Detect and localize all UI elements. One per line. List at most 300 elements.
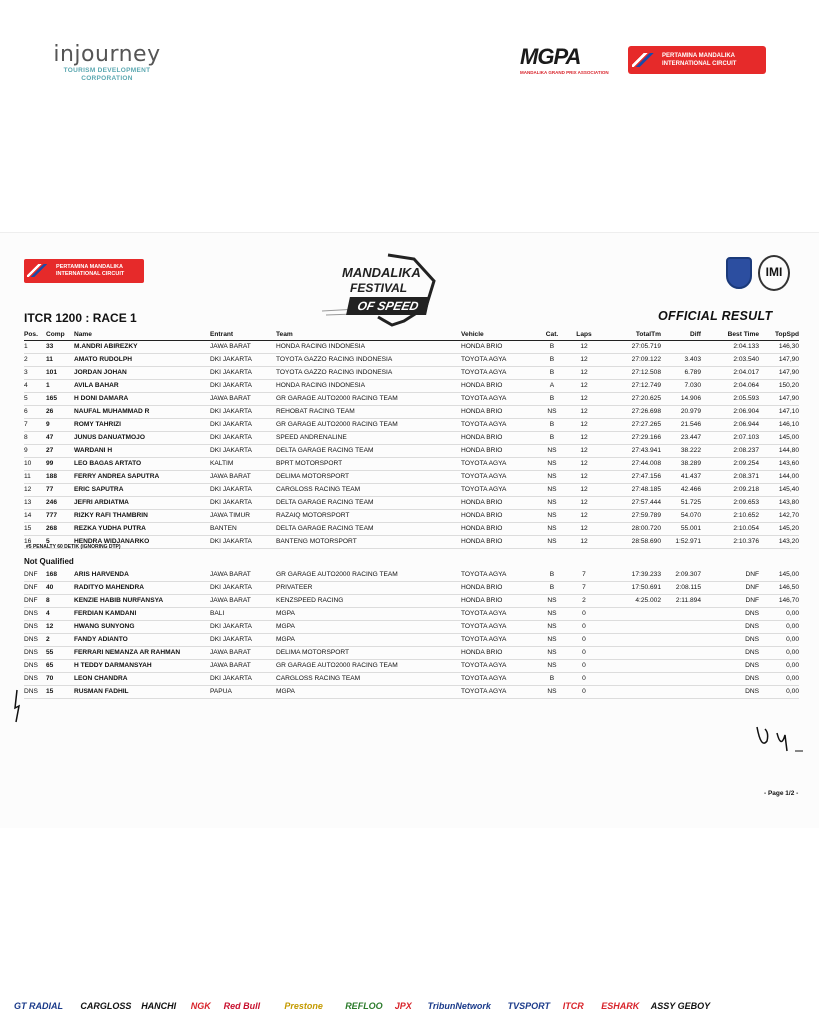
cell-total: 28:00.720 (601, 523, 661, 536)
cell-best: DNS (701, 647, 759, 660)
col-cat: Cat. (537, 329, 567, 341)
cell-vehicle: TOYOTA AGYA (461, 673, 537, 686)
cell-best: DNS (701, 621, 759, 634)
cell-laps: 2 (567, 595, 601, 608)
table-row (24, 523, 799, 536)
sponsor-logo: TribunNetwork (427, 1001, 491, 1011)
cell-comp: 2 (46, 634, 74, 647)
cell-total: 27:44.008 (601, 458, 661, 471)
cell-name: JUNUS DANUATMOJO (74, 432, 210, 445)
cell-vehicle: HONDA BRIO (461, 406, 537, 419)
cell-pos: DNS (24, 647, 46, 660)
cell-vehicle: TOYOTA AGYA (461, 484, 537, 497)
cell-laps: 12 (567, 471, 601, 484)
flag-icon (632, 53, 658, 67)
cell-best: 2:10.054 (701, 523, 759, 536)
cell-name: ARIS HARVENDA (74, 569, 210, 582)
cell-total: 27:29.166 (601, 432, 661, 445)
table-row (24, 686, 799, 699)
injourney-sub-1: TOURISM DEVELOPMENT (63, 67, 151, 74)
cell-pos: 13 (24, 497, 46, 510)
cell-top: 144,00 (759, 471, 799, 484)
cell-laps: 12 (567, 432, 601, 445)
cell-best: 2:09.653 (701, 497, 759, 510)
sponsor-bar (0, 990, 819, 1024)
cell-entrant: PAPUA (210, 686, 276, 699)
cell-vehicle: TOYOTA AGYA (461, 393, 537, 406)
cell-laps: 7 (567, 582, 601, 595)
cell-cat: NS (537, 608, 567, 621)
cell-comp: 65 (46, 660, 74, 673)
cell-diff (661, 634, 701, 647)
cell-pos: DNS (24, 660, 46, 673)
cell-vehicle: TOYOTA AGYA (461, 419, 537, 432)
cell-best: 2:05.593 (701, 393, 759, 406)
cell-vehicle: TOYOTA AGYA (461, 660, 537, 673)
sponsor-logo: CARGLOSS (80, 1001, 132, 1011)
cell-name: FERDIAN KAMDANI (74, 608, 210, 621)
sponsor-logo: ASSY GEBOY (650, 1001, 711, 1011)
cell-cat: NS (537, 595, 567, 608)
festival-line-3: OF SPEED (346, 297, 430, 315)
cell-name: FERRARI NEMANZA AR RAHMAN (74, 647, 210, 660)
cell-total (601, 634, 661, 647)
cell-entrant: DKI JAKARTA (210, 484, 276, 497)
cell-pos: DNF (24, 595, 46, 608)
cell-laps: 0 (567, 647, 601, 660)
cell-pos: 3 (24, 367, 46, 380)
table-row (24, 432, 799, 445)
cell-top: 0,00 (759, 608, 799, 621)
cell-total (601, 660, 661, 673)
col-top: TopSpd (759, 329, 799, 341)
cell-cat: NS (537, 406, 567, 419)
cell-cat: NS (537, 523, 567, 536)
pmic-top-line-1: PERTAMINA MANDALIKA (662, 53, 735, 59)
not-qualified-table (24, 569, 799, 699)
cell-team: DELIMA MOTORSPORT (276, 647, 461, 660)
cell-team: DELIMA MOTORSPORT (276, 471, 461, 484)
cell-cat: NS (537, 458, 567, 471)
cell-team: DELTA GARAGE RACING TEAM (276, 497, 461, 510)
cell-vehicle: TOYOTA AGYA (461, 458, 537, 471)
cell-pos: 12 (24, 484, 46, 497)
cell-entrant: JAWA BARAT (210, 660, 276, 673)
cell-pos: 6 (24, 406, 46, 419)
cell-top: 147,90 (759, 393, 799, 406)
not-qualified-title: Not Qualified (24, 557, 74, 566)
cell-cat: B (537, 569, 567, 582)
cell-vehicle: HONDA BRIO (461, 380, 537, 393)
race-title: ITCR 1200 : RACE 1 (24, 311, 137, 325)
cell-team: DELTA GARAGE RACING TEAM (276, 523, 461, 536)
cell-comp: 4 (46, 608, 74, 621)
cell-vehicle: TOYOTA AGYA (461, 471, 537, 484)
cell-best: 2:08.371 (701, 471, 759, 484)
cell-vehicle: TOYOTA AGYA (461, 569, 537, 582)
cell-laps: 12 (567, 419, 601, 432)
cell-total: 27:59.789 (601, 510, 661, 523)
cell-team: RAZAIQ MOTORSPORT (276, 510, 461, 523)
cell-best: 2:09.254 (701, 458, 759, 471)
cell-top: 145,00 (759, 432, 799, 445)
table-row (24, 595, 799, 608)
cell-vehicle: HONDA BRIO (461, 647, 537, 660)
cell-pos: 8 (24, 432, 46, 445)
cell-best: DNF (701, 582, 759, 595)
table-row (24, 484, 799, 497)
cell-best: 2:06.944 (701, 419, 759, 432)
injourney-name: injourney (53, 42, 161, 67)
table-row (24, 536, 799, 549)
cell-total: 28:58.690 (601, 536, 661, 549)
cell-laps: 0 (567, 673, 601, 686)
cell-vehicle: TOYOTA AGYA (461, 367, 537, 380)
cell-name: ROMY TAHRIZI (74, 419, 210, 432)
cell-team: TOYOTA GAZZO RACING INDONESIA (276, 354, 461, 367)
cell-diff: 1:52.971 (661, 536, 701, 549)
festival-line-1: MANDALIKA (342, 265, 421, 280)
cell-vehicle: TOYOTA AGYA (461, 608, 537, 621)
cell-name: ERIC SAPUTRA (74, 484, 210, 497)
cell-pos: 2 (24, 354, 46, 367)
cell-team: SPEED ANDRENALINE (276, 432, 461, 445)
cell-top: 146,50 (759, 582, 799, 595)
cell-cat: NS (537, 634, 567, 647)
cell-best: 2:10.376 (701, 536, 759, 549)
cell-pos: 1 (24, 341, 46, 354)
cell-diff: 7.030 (661, 380, 701, 393)
col-pos: Pos. (24, 329, 46, 341)
cell-name: REZKA YUDHA PUTRA (74, 523, 210, 536)
cell-cat: NS (537, 497, 567, 510)
cell-top: 146,10 (759, 419, 799, 432)
cell-name: JORDAN JOHAN (74, 367, 210, 380)
cell-best: DNF (701, 569, 759, 582)
cell-cat: B (537, 582, 567, 595)
cell-best: 2:08.237 (701, 445, 759, 458)
cell-laps: 0 (567, 660, 601, 673)
cell-comp: 101 (46, 367, 74, 380)
cell-team: BANTENG MOTORSPORT (276, 536, 461, 549)
cell-laps: 12 (567, 445, 601, 458)
cell-top: 0,00 (759, 660, 799, 673)
cell-best: DNS (701, 634, 759, 647)
cell-top: 0,00 (759, 647, 799, 660)
cell-pos: 9 (24, 445, 46, 458)
cell-name: WARDANI H (74, 445, 210, 458)
cell-top: 0,00 (759, 634, 799, 647)
col-vehicle: Vehicle (461, 329, 537, 341)
cell-entrant: DKI JAKARTA (210, 582, 276, 595)
cell-cat: NS (537, 647, 567, 660)
cell-top: 0,00 (759, 686, 799, 699)
cell-pos: 16 (24, 536, 46, 549)
cell-top: 143,80 (759, 497, 799, 510)
cell-pos: DNS (24, 673, 46, 686)
cell-total (601, 647, 661, 660)
cell-vehicle: TOYOTA AGYA (461, 354, 537, 367)
cell-top: 147,90 (759, 354, 799, 367)
cell-comp: 5 (46, 536, 74, 549)
imi-shield-icon (726, 257, 752, 289)
cell-top: 142,70 (759, 510, 799, 523)
cell-entrant: KALTIM (210, 458, 276, 471)
table-row (24, 406, 799, 419)
cell-name: AVILA BAHAR (74, 380, 210, 393)
sponsor-logo: ESHARK (601, 1001, 640, 1011)
cell-diff (661, 647, 701, 660)
cell-vehicle: HONDA BRIO (461, 445, 537, 458)
cell-pos: DNS (24, 634, 46, 647)
cell-pos: 15 (24, 523, 46, 536)
cell-team: KENZSPEED RACING (276, 595, 461, 608)
cell-name: HENDRA WIDJANARKO (74, 536, 210, 549)
cell-best: DNS (701, 686, 759, 699)
cell-entrant: DKI JAKARTA (210, 406, 276, 419)
cell-entrant: BANTEN (210, 523, 276, 536)
cell-entrant: DKI JAKARTA (210, 673, 276, 686)
cell-total (601, 608, 661, 621)
table-row (24, 393, 799, 406)
col-best: Best Time (701, 329, 759, 341)
cell-diff: 54.070 (661, 510, 701, 523)
cell-laps: 12 (567, 510, 601, 523)
cell-entrant: DKI JAKARTA (210, 380, 276, 393)
cell-comp: 188 (46, 471, 74, 484)
cell-cat: B (537, 393, 567, 406)
cell-cat: B (537, 367, 567, 380)
cell-team: PRIVATEER (276, 582, 461, 595)
cell-laps: 12 (567, 406, 601, 419)
cell-team: REHOBAT RACING TEAM (276, 406, 461, 419)
cell-total: 27:05.719 (601, 341, 661, 354)
cell-name: RADITYO MAHENDRA (74, 582, 210, 595)
cell-team: MGPA (276, 634, 461, 647)
cell-pos: DNF (24, 582, 46, 595)
cell-top: 145,00 (759, 569, 799, 582)
table-row (24, 647, 799, 660)
cell-name: LEON CHANDRA (74, 673, 210, 686)
cell-diff: 42.466 (661, 484, 701, 497)
cell-cat: B (537, 673, 567, 686)
sponsor-logo: REFLOO (345, 1001, 383, 1011)
cell-vehicle: HONDA BRIO (461, 341, 537, 354)
cell-best: DNS (701, 673, 759, 686)
cell-cat: A (537, 380, 567, 393)
cell-entrant: JAWA BARAT (210, 393, 276, 406)
cell-total: 27:48.185 (601, 484, 661, 497)
results-sheet (0, 232, 819, 828)
cell-total: 27:12.508 (601, 367, 661, 380)
cell-comp: 99 (46, 458, 74, 471)
col-comp: Comp (46, 329, 74, 341)
cell-entrant: JAWA BARAT (210, 595, 276, 608)
cell-diff: 41.437 (661, 471, 701, 484)
cell-team: GR GARAGE AUTO2000 RACING TEAM (276, 660, 461, 673)
cell-diff: 21.546 (661, 419, 701, 432)
cell-comp: 26 (46, 406, 74, 419)
cell-entrant: DKI JAKARTA (210, 497, 276, 510)
mgpa-logo-text: MGPA (520, 44, 581, 69)
table-row (24, 445, 799, 458)
cell-best: 2:03.540 (701, 354, 759, 367)
table-row (24, 569, 799, 582)
cell-team: HONDA RACING INDONESIA (276, 341, 461, 354)
cell-total: 27:20.625 (601, 393, 661, 406)
cell-top: 147,90 (759, 367, 799, 380)
signature-mark-right (755, 723, 805, 753)
cell-name: JEFRI ARDIATMA (74, 497, 210, 510)
cell-laps: 12 (567, 536, 601, 549)
cell-cat: NS (537, 686, 567, 699)
cell-laps: 12 (567, 354, 601, 367)
cell-entrant: DKI JAKARTA (210, 354, 276, 367)
page-number: - Page 1/2 - (764, 790, 799, 797)
cell-vehicle: HONDA BRIO (461, 497, 537, 510)
cell-entrant: DKI JAKARTA (210, 367, 276, 380)
cell-comp: 40 (46, 582, 74, 595)
cell-top: 145,20 (759, 523, 799, 536)
cell-entrant: JAWA BARAT (210, 471, 276, 484)
cell-name: LEO BAGAS ARTATO (74, 458, 210, 471)
cell-best: DNF (701, 595, 759, 608)
col-team: Team (276, 329, 461, 341)
official-result-title: OFFICIAL RESULT (658, 309, 773, 323)
sponsor-logo: ITCR (562, 1001, 584, 1011)
table-row (24, 608, 799, 621)
cell-entrant: DKI JAKARTA (210, 634, 276, 647)
table-row (24, 582, 799, 595)
cell-name: H DONI DAMARA (74, 393, 210, 406)
cell-name: AMATO RUDOLPH (74, 354, 210, 367)
cell-entrant: DKI JAKARTA (210, 621, 276, 634)
cell-entrant: JAWA BARAT (210, 341, 276, 354)
cell-diff: 51.725 (661, 497, 701, 510)
cell-team: MGPA (276, 686, 461, 699)
flag-icon (27, 264, 51, 277)
cell-pos: DNS (24, 621, 46, 634)
table-row (24, 458, 799, 471)
cell-team: GR GARAGE AUTO2000 RACING TEAM (276, 393, 461, 406)
cell-cat: NS (537, 471, 567, 484)
sponsor-logo: GT RADIAL (14, 1001, 63, 1011)
cell-laps: 12 (567, 380, 601, 393)
cell-total: 27:47.156 (601, 471, 661, 484)
cell-comp: 55 (46, 647, 74, 660)
cell-team: HONDA RACING INDONESIA (276, 380, 461, 393)
cell-diff: 2:09.307 (661, 569, 701, 582)
table-row (24, 497, 799, 510)
festival-line-2: FESTIVAL (350, 281, 408, 295)
cell-team: BPRT MOTORSPORT (276, 458, 461, 471)
cell-pos: 11 (24, 471, 46, 484)
table-row (24, 419, 799, 432)
cell-pos: 5 (24, 393, 46, 406)
cell-total: 17:50.691 (601, 582, 661, 595)
cell-top: 145,40 (759, 484, 799, 497)
mgpa-sub: MANDALIKA GRAND PRIX ASSOCIATION (520, 70, 609, 75)
cell-top: 147,10 (759, 406, 799, 419)
cell-laps: 12 (567, 484, 601, 497)
table-row (24, 634, 799, 647)
cell-diff (661, 686, 701, 699)
cell-team: CARGLOSS RACING TEAM (276, 673, 461, 686)
cell-comp: 27 (46, 445, 74, 458)
table-row (24, 510, 799, 523)
cell-entrant: DKI JAKARTA (210, 419, 276, 432)
cell-team: TOYOTA GAZZO RACING INDONESIA (276, 367, 461, 380)
col-diff: Diff (661, 329, 701, 341)
cell-diff (661, 673, 701, 686)
table-row (24, 380, 799, 393)
cell-cat: NS (537, 660, 567, 673)
col-laps: Laps (567, 329, 601, 341)
cell-total: 27:26.698 (601, 406, 661, 419)
cell-best: 2:06.904 (701, 406, 759, 419)
cell-diff: 6.789 (661, 367, 701, 380)
cell-laps: 0 (567, 621, 601, 634)
mandalika-festival-logo (318, 251, 448, 329)
cell-diff: 23.447 (661, 432, 701, 445)
cell-top: 146,30 (759, 341, 799, 354)
mgpa-logo (520, 44, 615, 75)
pmic-doc-line-2: INTERNATIONAL CIRCUIT (56, 271, 125, 277)
cell-comp: 246 (46, 497, 74, 510)
cell-cat: NS (537, 484, 567, 497)
cell-total: 27:12.749 (601, 380, 661, 393)
table-row (24, 367, 799, 380)
cell-diff (661, 660, 701, 673)
table-row (24, 621, 799, 634)
cell-team: GR GARAGE AUTO2000 RACING TEAM (276, 569, 461, 582)
cell-total (601, 673, 661, 686)
cell-best: 2:10.652 (701, 510, 759, 523)
cell-team: GR GARAGE AUTO2000 RACING TEAM (276, 419, 461, 432)
cell-vehicle: HONDA BRIO (461, 595, 537, 608)
col-name: Name (74, 329, 210, 341)
cell-name: HWANG SUNYONG (74, 621, 210, 634)
cell-pos: DNF (24, 569, 46, 582)
cell-pos: DNS (24, 686, 46, 699)
table-row (24, 354, 799, 367)
cell-diff (661, 341, 701, 354)
cell-entrant: DKI JAKARTA (210, 445, 276, 458)
cell-diff: 20.979 (661, 406, 701, 419)
cell-team: MGPA (276, 608, 461, 621)
cell-laps: 12 (567, 367, 601, 380)
cell-comp: 9 (46, 419, 74, 432)
cell-top: 0,00 (759, 621, 799, 634)
cell-diff: 2:11.894 (661, 595, 701, 608)
cell-laps: 12 (567, 341, 601, 354)
pmic-logo-doc (24, 259, 144, 283)
cell-name: H TEDDY DARMANSYAH (74, 660, 210, 673)
sponsor-logo: NGK (190, 1001, 211, 1011)
cell-vehicle: HONDA BRIO (461, 582, 537, 595)
top-header (0, 0, 819, 230)
cell-vehicle: TOYOTA AGYA (461, 621, 537, 634)
cell-diff: 38.222 (661, 445, 701, 458)
cell-vehicle: HONDA BRIO (461, 523, 537, 536)
cell-comp: 33 (46, 341, 74, 354)
pmic-doc-line-1: PERTAMINA MANDALIKA (56, 264, 123, 270)
cell-diff: 55.001 (661, 523, 701, 536)
cell-total: 17:39.233 (601, 569, 661, 582)
cell-name: RUSMAN FADHIL (74, 686, 210, 699)
cell-vehicle: HONDA BRIO (461, 432, 537, 445)
cell-cat: B (537, 354, 567, 367)
